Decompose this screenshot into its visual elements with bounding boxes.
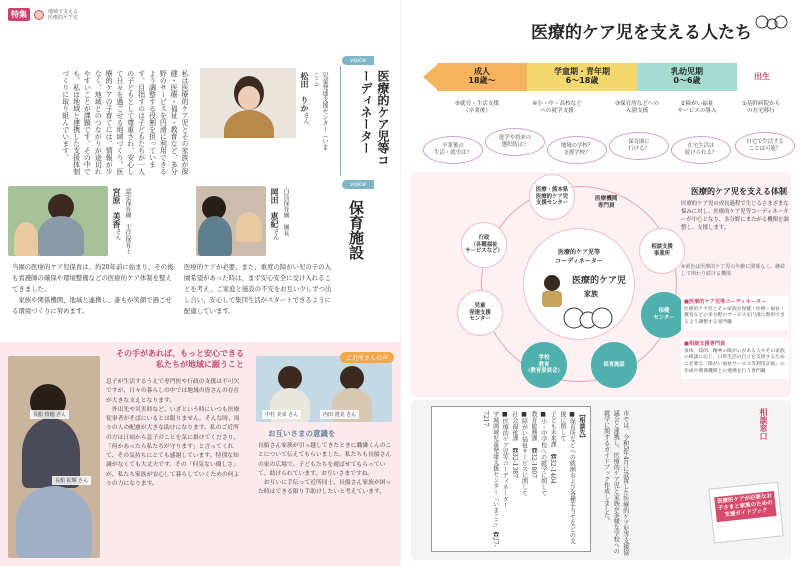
node-admin: 行政 （各種福祉 サービスなど） (461, 222, 507, 268)
contact-0: ■保育所などへの就園および各種手当てなどの支援に関して (558, 411, 576, 544)
system-heading: 医療的ケア児を支える体制 (691, 187, 787, 196)
node-school: 学校 教育 （教育委員会） (521, 342, 567, 388)
feature-text: 地域で支える 医療的ケア児 (48, 8, 79, 21)
stage-infant: 乳幼児期 0～6歳 (637, 63, 737, 91)
support-2: ②障がい福祉 サービスの導入 (677, 101, 717, 115)
mother-heading: その手があれば、もっと安心できる 私たちが地域に願うこと (116, 348, 244, 370)
support-3: ③保育所などへの 入園支援 (615, 101, 659, 115)
divider (340, 66, 341, 176)
mother-text: 息子が生活するうえで専門医や行政の支援は不可欠ですが、日々の暮らしの中では地域の皆さんの存在が大きな支えとなります。 外出先や災害時など、いざという時にいつも医療従事者がそばにいるとは限りません。そんな時、周りの人の配慮が大きな助けになります。私のご近所の方は日頃から息子のことを気に掛けてくださり、「何かあったら私たちが守ります」と言ってくれて、その気持ちにとても感謝しています。特別な知識がなくても大丈夫です。その「何気ない優しさ」が、私たち家族が安心して暮らしていくための何よりの力になります。 (106, 379, 240, 487)
info-consult (681, 338, 789, 379)
stage-school: 学童期・青年期 6～18歳 (527, 63, 637, 91)
support-5: ⑤就労・生活支援 （卒業後） (454, 101, 500, 115)
son-name-chip: 長船 拡輝 さん (52, 476, 91, 485)
node-consult: 相談支援 事業所 (639, 228, 685, 274)
feature-badge: 特集 (8, 8, 30, 21)
stage-birth: 出生 (737, 63, 787, 91)
consult-text: 市では、令和5年4月に設置した医療的ケア児等支援協議会と連携し、医療的ケア児と家族が多様な学校への就学に関するガイドブック作成しました。 (602, 410, 629, 556)
info-consult-head: ■相談支援専門員 (684, 341, 726, 347)
nursery-person2-name: 岡田 恵紀 (270, 188, 280, 228)
center-circle (523, 228, 635, 340)
contact-area (411, 400, 791, 560)
guidebook-title: 医療的ケアが必要なお子さまと家族のための支援ガイドブック (714, 491, 776, 523)
coordinator-photo (200, 68, 296, 152)
bubble-2: 進学や将来の 選択肢は？ (485, 128, 545, 156)
node-nursery: 保育施設 (591, 342, 637, 388)
family-faces-icon (562, 305, 614, 331)
nursery-person1 (112, 188, 132, 258)
support-1: ①基幹病院から の在宅移行 (741, 101, 781, 115)
feature-tag (8, 8, 78, 21)
coordinator-avatar-icon (534, 271, 570, 307)
contact-6: ■医療的ケア児等コーディネーター (501, 411, 509, 508)
mother-name-chip: 長船 枝穂 さん (30, 410, 69, 419)
nursery-person2-org: 白鳥保育園 園長 (282, 188, 289, 236)
coordinator-honorific: さん (302, 112, 309, 124)
guidebook-image (708, 481, 783, 543)
coordinator-org: 児童発達支援センター（いまここ） (312, 72, 328, 150)
system-text: 医療的ケア児の成長過程で生じるさまざまな悩みに対し、医療的ケア児等コーディネーターが中心となり、多分野にまたがる機関を調整し、支援します。 (681, 201, 789, 232)
coordinator-body: 私は医療的ケア児とその家族が保健・医療・福祉・教育など、多分野のサービスを円滑に利用できるよう調整する役割を担っています。目指すのは子どもたちが一人の子どもとして尊重され、安心して日々を過ごせる地域づくり。医療的ケアの子育てには、情報が少なく、地域とのつながりが途切れやすいことが課題です。その中でも、私は地域と連携した支援体制づくりに取り組んでいます。 (61, 70, 189, 175)
coordinator-name-block (300, 72, 329, 152)
voice-tag-1: voice (342, 56, 374, 65)
nursery-text-left: 当園の医療的ケア児保育は、約20年前に始まり、その後も看護師の確保や環境整備などの医療的ケア体制を整えてきました。 家族や関係機関、地域と連携し、誰もが笑顔で過ごせる環境づくりに努めます。 (12, 263, 174, 315)
neighbor-chip-1: 中村 美栄 さん (262, 410, 301, 419)
nursery-photo-1 (8, 186, 108, 256)
nursery-text-right: 医療的ケアが必要、また、重度の障がい児の子の入園希望があった時は、まず安心安全に受け入れることを考え、ご家庭と施設の不安をお互い少しずつ出し合い、安心して集団生活がスタートできるように配慮しています。 (184, 263, 332, 315)
family-icon (754, 12, 788, 34)
consult-title: 相談窓口 (759, 408, 769, 440)
node-health: 保健 センター (641, 292, 687, 338)
info-consult-text: 身体、知的、精神の障がいがある人やその家族の相談に応じ、日常生活の自立を支援するために必要な「障がい福祉サービス等利用計画」の作成や関係機関との連携を行う専門職 (684, 348, 785, 375)
neighbor-chip-2: 内田 澄美 さん (320, 410, 359, 419)
right-title: 医療的ケア児を支える人たち (531, 23, 752, 43)
neighbor-heading: お互いさまの意識を (268, 429, 336, 438)
bubble-6: 自宅で生活する ことは可能？ (735, 132, 795, 160)
info-coordinator-head: ■医療的ケア児等コーディネーター (684, 299, 767, 305)
nursery-person2-honorific: さん (272, 228, 279, 240)
bubble-3: 地域の学校？ 支援学校？ (547, 136, 607, 164)
nursery-person1-honorific: さん (114, 228, 121, 240)
bubble-4: 保育園に 行ける？ (609, 132, 669, 160)
voice-tag-2: voice (342, 180, 374, 189)
bubble-5: 在宅生活は 続けられる？ (671, 136, 731, 164)
node-nurse: 医療機関 専門員 (595, 196, 618, 209)
contact-7: 宇城圏域児童発達支援センター「いまここ」☎27-7217 (482, 411, 499, 547)
neighbor-tag: ご近所さんの声 (340, 352, 394, 363)
contact-5: 社会福祉課 ☎32-1387 (510, 411, 518, 478)
contact-2: ■小・中学校への就学に関して (539, 411, 547, 496)
center-coordinator: 医療的ケア児等 コーディネーター (555, 249, 603, 265)
bubble-1: 卒業後の 生活・就労は？ (423, 136, 483, 164)
support-4: ④小・中・高校など への就学支援 (532, 101, 582, 115)
mother-section (0, 342, 400, 566)
center-child: 医療的ケア児 (572, 276, 627, 286)
coordinator-name: 松田 りか (300, 72, 310, 112)
nursery-person1-name: 宮原 美香 (112, 188, 122, 228)
info-coordinator-text: 医療的ケア児とその家族が保健・医療・福祉・教育などの多分野のサービスを円滑に利用できるよう調整する専門職 (684, 306, 785, 326)
support-diagram (411, 172, 791, 397)
contact-heading: 【相談先】 (578, 411, 585, 441)
info-coordinator (681, 296, 789, 330)
stage-adult: 成人 18歳～ (437, 63, 527, 91)
contact-3: 教育総務課 ☎32-1807 (530, 411, 538, 478)
mother-photo (8, 356, 100, 558)
node-child-dev: 児童 発達支援 センター (457, 290, 503, 336)
coordinator-role: 医療的ケア児等コーディネーター (359, 70, 390, 166)
face-icon (34, 10, 44, 20)
nursery-person2 (270, 188, 290, 258)
system-note: ※黄色は医療的ケア児の年齢に関係なく、継続して関わり続ける機関 (681, 264, 786, 277)
neighbor-text: 長船さん家族が引っ越してきたときに職隣くんのことについて伝えてもらいました。私たちも長船さんの家の広場で、子どもたちを遊ばせてもらっていて、助けられています。お互いさまですね。 お互いに手伝って近所同士、長船さん家族が困った時はできる限り手助けしたいと考えています。 (258, 443, 392, 496)
contact-1: 子ども未来課 ☎32-1404 (549, 411, 557, 484)
center-family: 家族 (584, 290, 598, 298)
contact-box (431, 406, 591, 552)
nursery-person1-org: 認定保育園 主任保育士 (124, 188, 131, 254)
right-page (400, 0, 800, 566)
node-hospital: 医療・熊本県 医療的ケア児 支援センター (529, 174, 575, 220)
nursery-role: 保育施設 (347, 200, 365, 260)
contact-4: ■障がい福祉サービスに関して (520, 411, 528, 496)
nursery-photo-2 (196, 186, 266, 256)
